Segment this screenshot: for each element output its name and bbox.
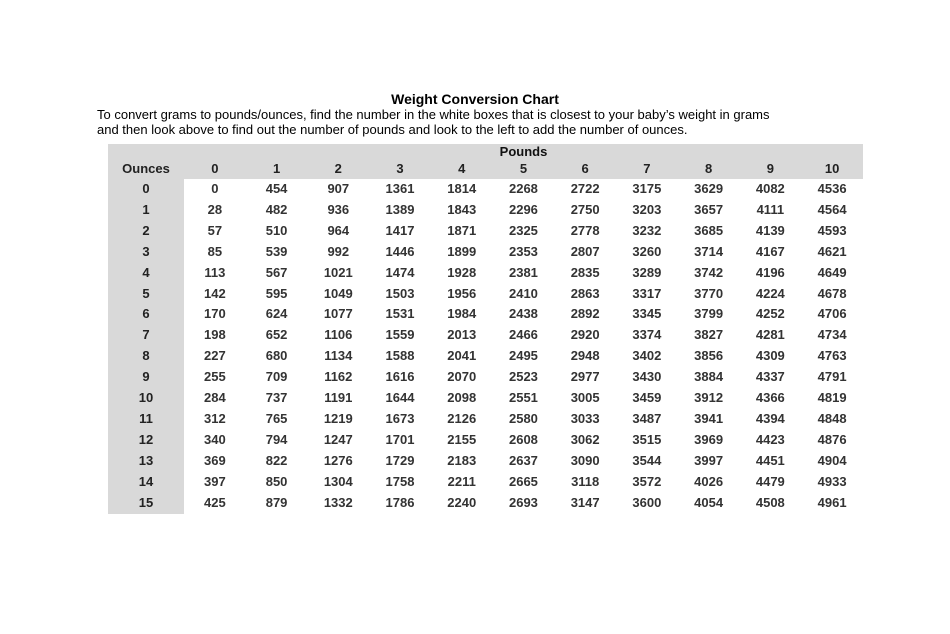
ounces-cell: 1 (108, 200, 184, 221)
grams-cell: 3345 (616, 304, 678, 325)
grams-cell: 3997 (678, 451, 740, 472)
grams-cell: 482 (246, 200, 308, 221)
grams-cell: 737 (246, 388, 308, 409)
grams-cell: 2240 (431, 493, 493, 514)
grams-cell: 2155 (431, 430, 493, 451)
grams-cell: 822 (246, 451, 308, 472)
ounces-cell: 0 (108, 179, 184, 200)
grams-cell: 1843 (431, 200, 493, 221)
grams-cell: 1701 (369, 430, 431, 451)
grams-cell: 3317 (616, 284, 678, 305)
grams-cell: 1474 (369, 263, 431, 284)
grams-cell: 1361 (369, 179, 431, 200)
ounces-cell: 14 (108, 472, 184, 493)
ounces-cell: 8 (108, 346, 184, 367)
grams-cell: 3941 (678, 409, 740, 430)
ounces-cell: 10 (108, 388, 184, 409)
grams-cell: 1417 (369, 221, 431, 242)
pound-header-6: 6 (554, 159, 616, 179)
ounces-cell: 12 (108, 430, 184, 451)
ounces-cell: 4 (108, 263, 184, 284)
ounces-cell: 15 (108, 493, 184, 514)
grams-cell: 4139 (739, 221, 801, 242)
grams-cell: 2410 (493, 284, 555, 305)
grams-cell: 2013 (431, 325, 493, 346)
grams-cell: 2722 (554, 179, 616, 200)
instructions-line-1: To convert grams to pounds/ounces, find the number in the white boxes that is closest to your baby’s weight in grams (97, 107, 770, 122)
grams-cell: 1304 (307, 472, 369, 493)
grams-cell: 3033 (554, 409, 616, 430)
grams-cell: 964 (307, 221, 369, 242)
grams-cell: 4196 (739, 263, 801, 284)
grams-cell: 2920 (554, 325, 616, 346)
grams-cell: 4536 (801, 179, 863, 200)
grams-cell: 3600 (616, 493, 678, 514)
grams-cell: 879 (246, 493, 308, 514)
grams-cell: 3799 (678, 304, 740, 325)
grams-cell: 2268 (493, 179, 555, 200)
grams-cell: 3572 (616, 472, 678, 493)
grams-cell: 340 (184, 430, 246, 451)
grams-cell: 539 (246, 242, 308, 263)
grams-cell: 284 (184, 388, 246, 409)
grams-cell: 794 (246, 430, 308, 451)
grams-cell: 4394 (739, 409, 801, 430)
grams-cell: 142 (184, 284, 246, 305)
pound-header-3: 3 (369, 159, 431, 179)
grams-cell: 1134 (307, 346, 369, 367)
grams-cell: 4281 (739, 325, 801, 346)
grams-cell: 1389 (369, 200, 431, 221)
grams-cell: 3402 (616, 346, 678, 367)
grams-cell: 3629 (678, 179, 740, 200)
grams-cell: 4876 (801, 430, 863, 451)
grams-cell: 3487 (616, 409, 678, 430)
grams-cell: 3175 (616, 179, 678, 200)
table-row (108, 221, 863, 242)
grams-cell: 3374 (616, 325, 678, 346)
grams-cell: 4111 (739, 200, 801, 221)
grams-cell: 4706 (801, 304, 863, 325)
grams-cell: 3090 (554, 451, 616, 472)
table-row (108, 179, 863, 200)
table-row (108, 472, 863, 493)
grams-cell: 397 (184, 472, 246, 493)
grams-cell: 2863 (554, 284, 616, 305)
grams-cell: 2438 (493, 304, 555, 325)
grams-cell: 2098 (431, 388, 493, 409)
pound-header-4: 4 (431, 159, 493, 179)
grams-cell: 1077 (307, 304, 369, 325)
table-row (108, 430, 863, 451)
grams-cell: 1021 (307, 263, 369, 284)
grams-cell: 312 (184, 409, 246, 430)
grams-cell: 4649 (801, 263, 863, 284)
grams-cell: 1191 (307, 388, 369, 409)
pound-header-10: 10 (801, 159, 863, 179)
grams-cell: 3147 (554, 493, 616, 514)
grams-cell: 4167 (739, 242, 801, 263)
grams-cell: 4508 (739, 493, 801, 514)
grams-cell: 1616 (369, 367, 431, 388)
table-body (108, 179, 863, 514)
grams-cell: 1446 (369, 242, 431, 263)
grams-cell: 4026 (678, 472, 740, 493)
grams-cell: 1503 (369, 284, 431, 305)
grams-cell: 1814 (431, 179, 493, 200)
grams-cell: 3969 (678, 430, 740, 451)
grams-cell: 2211 (431, 472, 493, 493)
grams-cell: 4848 (801, 409, 863, 430)
grams-cell: 1247 (307, 430, 369, 451)
grams-cell: 170 (184, 304, 246, 325)
grams-cell: 1559 (369, 325, 431, 346)
table-row (108, 242, 863, 263)
grams-cell: 4366 (739, 388, 801, 409)
grams-cell: 2807 (554, 242, 616, 263)
grams-cell: 624 (246, 304, 308, 325)
grams-cell: 992 (307, 242, 369, 263)
grams-cell: 1588 (369, 346, 431, 367)
grams-cell: 3260 (616, 242, 678, 263)
grams-cell: 4054 (678, 493, 740, 514)
grams-cell: 3430 (616, 367, 678, 388)
grams-cell: 4593 (801, 221, 863, 242)
grams-cell: 3005 (554, 388, 616, 409)
grams-cell: 2523 (493, 367, 555, 388)
pound-header-7: 7 (616, 159, 678, 179)
grams-cell: 2495 (493, 346, 555, 367)
grams-cell: 3912 (678, 388, 740, 409)
grams-cell: 567 (246, 263, 308, 284)
grams-cell: 2637 (493, 451, 555, 472)
grams-cell: 1219 (307, 409, 369, 430)
grams-cell: 3289 (616, 263, 678, 284)
grams-cell: 2778 (554, 221, 616, 242)
table-row (108, 346, 863, 367)
grams-cell: 3062 (554, 430, 616, 451)
grams-cell: 850 (246, 472, 308, 493)
grams-cell: 1673 (369, 409, 431, 430)
grams-cell: 3232 (616, 221, 678, 242)
grams-cell: 1984 (431, 304, 493, 325)
ounces-label: Ounces (108, 159, 184, 179)
grams-cell: 2353 (493, 242, 555, 263)
grams-cell: 652 (246, 325, 308, 346)
table-row (108, 388, 863, 409)
ounces-cell: 3 (108, 242, 184, 263)
grams-cell: 3203 (616, 200, 678, 221)
grams-cell: 1332 (307, 493, 369, 514)
grams-cell: 4337 (739, 367, 801, 388)
grams-cell: 3657 (678, 200, 740, 221)
grams-cell: 1871 (431, 221, 493, 242)
grams-cell: 2693 (493, 493, 555, 514)
table-row (108, 493, 863, 514)
grams-cell: 1531 (369, 304, 431, 325)
grams-cell: 198 (184, 325, 246, 346)
pound-header-row (108, 159, 863, 179)
grams-cell: 227 (184, 346, 246, 367)
grams-cell: 255 (184, 367, 246, 388)
grams-cell: 2580 (493, 409, 555, 430)
grams-cell: 4082 (739, 179, 801, 200)
pound-header-1: 1 (246, 159, 308, 179)
grams-cell: 4791 (801, 367, 863, 388)
grams-cell: 85 (184, 242, 246, 263)
grams-cell: 4451 (739, 451, 801, 472)
grams-cell: 2466 (493, 325, 555, 346)
ounces-cell: 7 (108, 325, 184, 346)
ounces-cell: 2 (108, 221, 184, 242)
grams-cell: 3544 (616, 451, 678, 472)
ounces-cell: 13 (108, 451, 184, 472)
grams-cell: 2126 (431, 409, 493, 430)
grams-cell: 3827 (678, 325, 740, 346)
grams-cell: 3856 (678, 346, 740, 367)
table-row (108, 263, 863, 284)
ounces-cell: 6 (108, 304, 184, 325)
grams-cell: 1786 (369, 493, 431, 514)
grams-cell: 0 (184, 179, 246, 200)
grams-cell: 3118 (554, 472, 616, 493)
table-row (108, 200, 863, 221)
pound-header-9: 9 (739, 159, 801, 179)
ounces-cell: 5 (108, 284, 184, 305)
grams-cell: 1729 (369, 451, 431, 472)
grams-cell: 4224 (739, 284, 801, 305)
table-row (108, 304, 863, 325)
grams-cell: 765 (246, 409, 308, 430)
grams-cell: 4763 (801, 346, 863, 367)
grams-cell: 1049 (307, 284, 369, 305)
grams-cell: 1106 (307, 325, 369, 346)
grams-cell: 4309 (739, 346, 801, 367)
grams-cell: 369 (184, 451, 246, 472)
page-title: Weight Conversion Chart (391, 91, 559, 107)
instructions (97, 107, 887, 137)
grams-cell: 3742 (678, 263, 740, 284)
grams-cell: 2070 (431, 367, 493, 388)
grams-cell: 2750 (554, 200, 616, 221)
grams-cell: 680 (246, 346, 308, 367)
pound-header-0: 0 (184, 159, 246, 179)
grams-cell: 4933 (801, 472, 863, 493)
grams-cell: 4564 (801, 200, 863, 221)
grams-cell: 113 (184, 263, 246, 284)
grams-cell: 2551 (493, 388, 555, 409)
grams-cell: 454 (246, 179, 308, 200)
ounces-cell: 9 (108, 367, 184, 388)
grams-cell: 2948 (554, 346, 616, 367)
grams-cell: 1899 (431, 242, 493, 263)
grams-cell: 4621 (801, 242, 863, 263)
grams-cell: 3884 (678, 367, 740, 388)
grams-cell: 2183 (431, 451, 493, 472)
ounces-cell: 11 (108, 409, 184, 430)
grams-cell: 595 (246, 284, 308, 305)
instructions-line-2: and then look above to find out the number of pounds and look to the left to add the number of ounces. (97, 122, 688, 137)
grams-cell: 1956 (431, 284, 493, 305)
grams-cell: 936 (307, 200, 369, 221)
pound-header-8: 8 (678, 159, 740, 179)
grams-cell: 1162 (307, 367, 369, 388)
grams-cell: 1758 (369, 472, 431, 493)
grams-cell: 2835 (554, 263, 616, 284)
grams-cell: 4423 (739, 430, 801, 451)
grams-cell: 2325 (493, 221, 555, 242)
grams-cell: 2892 (554, 304, 616, 325)
grams-cell: 2381 (493, 263, 555, 284)
grams-cell: 1644 (369, 388, 431, 409)
grams-cell: 2296 (493, 200, 555, 221)
grams-cell: 510 (246, 221, 308, 242)
grams-cell: 4819 (801, 388, 863, 409)
pounds-header-band (108, 144, 863, 159)
grams-cell: 1928 (431, 263, 493, 284)
grams-cell: 3770 (678, 284, 740, 305)
grams-cell: 4678 (801, 284, 863, 305)
grams-cell: 3459 (616, 388, 678, 409)
grams-cell: 2665 (493, 472, 555, 493)
grams-cell: 3714 (678, 242, 740, 263)
grams-cell: 4904 (801, 451, 863, 472)
grams-cell: 4252 (739, 304, 801, 325)
grams-cell: 4479 (739, 472, 801, 493)
grams-cell: 57 (184, 221, 246, 242)
conversion-table (108, 144, 863, 514)
grams-cell: 2608 (493, 430, 555, 451)
grams-cell: 3515 (616, 430, 678, 451)
grams-cell: 3685 (678, 221, 740, 242)
grams-cell: 28 (184, 200, 246, 221)
table-row (108, 451, 863, 472)
grams-cell: 907 (307, 179, 369, 200)
grams-cell: 2977 (554, 367, 616, 388)
grams-cell: 425 (184, 493, 246, 514)
table-row (108, 409, 863, 430)
pounds-label: Pounds (499, 144, 548, 159)
grams-cell: 4961 (801, 493, 863, 514)
table-row (108, 325, 863, 346)
grams-cell: 1276 (307, 451, 369, 472)
table-row (108, 284, 863, 305)
pound-header-5: 5 (493, 159, 555, 179)
table-row (108, 367, 863, 388)
grams-cell: 4734 (801, 325, 863, 346)
grams-cell: 709 (246, 367, 308, 388)
conversion-grid (108, 159, 863, 514)
pound-header-2: 2 (307, 159, 369, 179)
grams-cell: 2041 (431, 346, 493, 367)
